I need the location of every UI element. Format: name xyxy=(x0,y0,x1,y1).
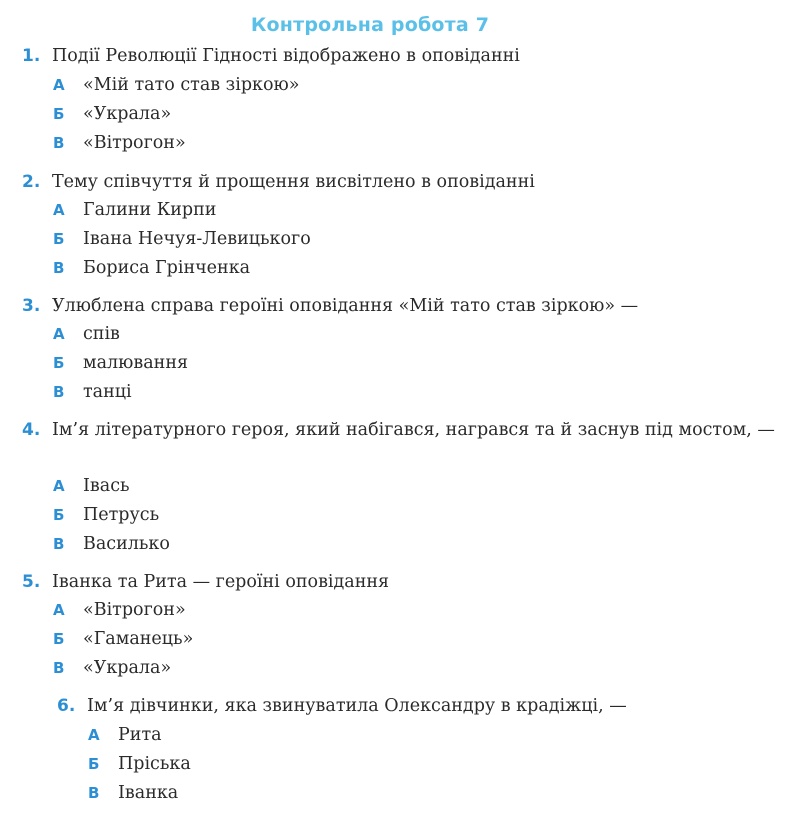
question-1-option-a xyxy=(0,71,812,100)
question-text: Тему співчуття й прощення висвітлено в оповіданні xyxy=(52,172,535,192)
option-letter: В xyxy=(53,383,65,401)
option-letter: А xyxy=(88,726,100,744)
option-letter: Б xyxy=(88,755,100,773)
question-3-option-c xyxy=(0,378,812,407)
question-1-option-b xyxy=(0,100,812,129)
option-letter: В xyxy=(88,784,100,802)
option-text: «Гаманець» xyxy=(83,629,194,649)
option-text: Пріська xyxy=(118,754,191,774)
option-letter: Б xyxy=(53,230,65,248)
option-letter: Б xyxy=(53,506,65,524)
question-5-option-c xyxy=(0,654,812,683)
question-text: Ім’я дівчинки, яка звинуватила Олександру в крадіжці, — xyxy=(87,696,627,716)
option-letter: Б xyxy=(53,105,65,123)
question-text: Події Революції Гідності відображено в оповіданні xyxy=(52,46,520,66)
option-letter: А xyxy=(53,201,65,219)
option-text: Івась xyxy=(83,476,130,496)
question-6-option-b xyxy=(0,750,812,779)
option-letter: В xyxy=(53,659,65,677)
question-4-option-a xyxy=(0,472,812,501)
question-number: 4. xyxy=(22,420,41,440)
option-text: Галини Кирпи xyxy=(83,200,217,220)
option-text: Петрусь xyxy=(83,505,160,525)
question-number: 3. xyxy=(22,296,41,316)
option-text: танці xyxy=(83,382,132,402)
question-text: Улюблена справа героїні оповідання «Мій тато став зіркою» — xyxy=(52,296,639,316)
question-5-option-a xyxy=(0,596,812,625)
question-4-option-b xyxy=(0,501,812,530)
option-letter: А xyxy=(53,325,65,343)
question-6-option-c xyxy=(0,779,812,808)
option-text: малювання xyxy=(83,353,189,373)
question-number: 6. xyxy=(57,696,76,716)
option-text: «Украла» xyxy=(83,658,172,678)
option-text: Івана Нечуя-Левицького xyxy=(83,229,311,249)
option-text: «Вітрогон» xyxy=(83,133,186,153)
page-title: Контрольна робота 7 xyxy=(250,14,490,36)
question-2-option-c xyxy=(0,254,812,283)
option-letter: А xyxy=(53,601,65,619)
option-letter: В xyxy=(53,259,65,277)
option-text: Василько xyxy=(83,534,170,554)
question-5-option-b xyxy=(0,625,812,654)
question-6-option-a xyxy=(0,721,812,750)
option-letter: Б xyxy=(53,354,65,372)
question-number: 1. xyxy=(22,46,41,66)
option-text: «Мій тато став зіркою» xyxy=(83,75,300,95)
option-text: «Украла» xyxy=(83,104,172,124)
question-text: Іванка та Рита — героїні оповідання xyxy=(52,572,390,592)
option-text: спів xyxy=(83,324,120,344)
option-letter: В xyxy=(53,535,65,553)
question-number: 5. xyxy=(22,572,41,592)
question-number: 2. xyxy=(22,172,41,192)
option-letter: Б xyxy=(53,630,65,648)
question-text: Ім’я літературного героя, який набігався, награвся та й заснув під мостом, — xyxy=(52,420,775,440)
option-text: Бориса Грінченка xyxy=(83,258,251,278)
question-1-option-c xyxy=(0,129,812,158)
option-letter: В xyxy=(53,134,65,152)
question-2-option-b xyxy=(0,225,812,254)
option-text: «Вітрогон» xyxy=(83,600,186,620)
question-3-option-a xyxy=(0,320,812,349)
option-letter: А xyxy=(53,477,65,495)
question-2-option-a xyxy=(0,196,812,225)
option-letter: А xyxy=(53,76,65,94)
question-4-option-c xyxy=(0,530,812,559)
option-text: Іванка xyxy=(118,783,179,803)
option-text: Рита xyxy=(118,725,162,745)
question-3-option-b xyxy=(0,349,812,378)
